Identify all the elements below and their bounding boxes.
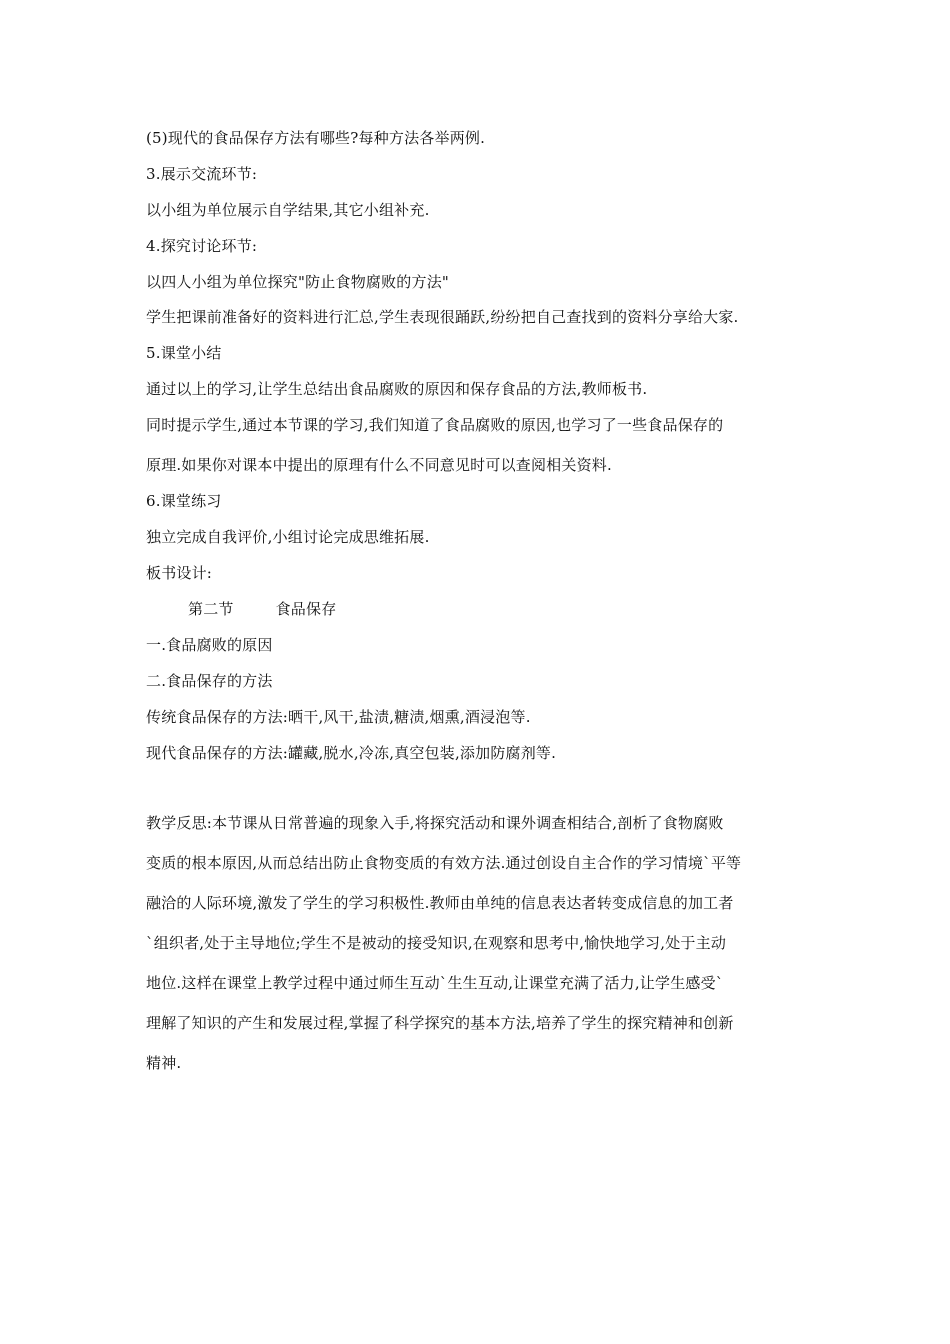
reflection-line-5: 地位.这样在课堂上教学过程中通过师生互动`生生互动,让课堂充满了活力,让学生感受` (146, 974, 724, 992)
board-item-1: 一.食品腐败的原因 (146, 636, 273, 654)
question-5: (5)现代的食品保存方法有哪些?每种方法各举两例. (146, 129, 486, 147)
step-6-heading: 6.课堂练习 (146, 492, 222, 510)
step-4-detail: 学生把课前准备好的资料进行汇总,学生表现很踊跃,纷纷把自己查找到的资料分享给大家. (146, 308, 739, 326)
reflection-line-2: 变质的根本原因,从而总结出防止食物变质的有效方法.通过创设自主合作的学习情境`平等 (146, 854, 742, 872)
step-5-detail-line-1: 同时提示学生,通过本节课的学习,我们知道了食品腐败的原因,也学习了一些食品保存的 (146, 416, 724, 434)
step-3-heading: 3.展示交流环节: (146, 165, 258, 183)
step-5-heading: 5.课堂小结 (146, 344, 222, 362)
board-section: 第二节 (188, 600, 234, 618)
board-topic: 食品保存 (275, 600, 337, 618)
board-design-heading: 板书设计: (146, 564, 213, 582)
step-4-text: 以四人小组为单位探究"防止食物腐败的方法" (146, 273, 450, 291)
reflection-line-1: 教学反思:本节课从日常普遍的现象入手,将探究活动和课外调查相结合,剖析了食物腐败 (146, 814, 724, 832)
board-item-2: 二.食品保存的方法 (146, 672, 273, 690)
step-5-detail-line-2: 原理.如果你对课本中提出的原理有什么不同意见时可以查阅相关资料. (146, 456, 612, 474)
step-5-text: 通过以上的学习,让学生总结出食品腐败的原因和保存食品的方法,教师板书. (146, 380, 648, 398)
step-3-text: 以小组为单位展示自学结果,其它小组补充. (146, 201, 430, 219)
reflection-line-4: `组织者,处于主导地位;学生不是被动的接受知识,在观察和思考中,愉快地学习,处于主动 (146, 934, 727, 952)
modern-methods: 现代食品保存的方法:罐藏,脱水,冷冻,真空包装,添加防腐剂等. (146, 744, 557, 762)
reflection-line-7: 精神. (146, 1054, 182, 1072)
reflection-line-3: 融洽的人际环境,激发了学生的学习积极性.教师由单纯的信息表达者转变成信息的加工者 (146, 894, 734, 912)
board-title (188, 599, 336, 619)
traditional-methods: 传统食品保存的方法:晒干,风干,盐渍,糖渍,烟熏,酒浸泡等. (146, 708, 531, 726)
step-4-heading: 4.探究讨论环节: (146, 237, 258, 255)
reflection-line-6: 理解了知识的产生和发展过程,掌握了科学探究的基本方法,培养了学生的探究精神和创新 (146, 1014, 734, 1032)
step-6-text: 独立完成自我评价,小组讨论完成思维拓展. (146, 528, 430, 546)
